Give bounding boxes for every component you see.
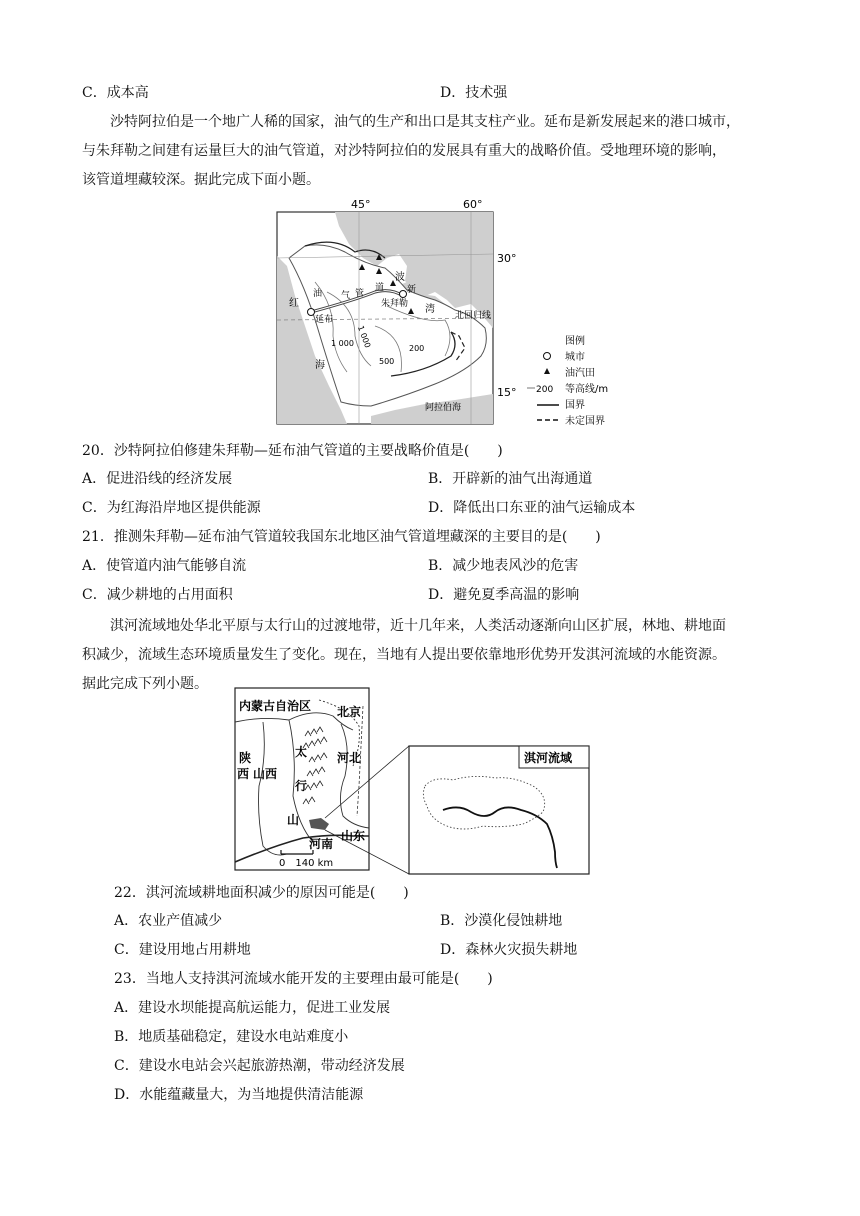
- yanbu-city-marker: [308, 309, 315, 316]
- contour-200-label: 200: [409, 344, 425, 353]
- contour-1000-label: 1 000: [355, 324, 373, 350]
- scale-label: 0 140 km: [279, 858, 334, 869]
- legend-undetermined: 未定国界: [565, 416, 605, 427]
- qi-label: 气: [341, 291, 351, 301]
- q23-option-c: C．建设水电站会兴起旅游热潮，带动经济发展: [114, 1058, 405, 1074]
- q22-option-a: A．农业产值减少: [114, 913, 223, 929]
- q22-option-c: C．建设用地占用耕地: [114, 942, 251, 958]
- q19-option-d: D．技术强: [440, 85, 508, 101]
- q22-option-d: D．森林火灾损失耕地: [440, 942, 578, 958]
- q21-option-b: B．减少地表风沙的危害: [428, 558, 579, 574]
- lon-45-label: 45°: [351, 198, 371, 211]
- bo-label: 波: [395, 272, 405, 283]
- q20-option-b: B．开辟新的油气出海通道: [428, 471, 593, 487]
- q22-stem: 22．淇河流域耕地面积减少的原因可能是( ): [114, 885, 409, 901]
- q23-option-a: A．建设水坝能提高航运能力，促进工业发展: [114, 1000, 391, 1016]
- contour-500-label: 500: [379, 357, 395, 366]
- label-hang: 行: [295, 779, 308, 793]
- legend-contour-value: 200: [536, 385, 554, 395]
- inset-title: 淇河流域: [524, 751, 573, 765]
- hong-label: 红: [289, 298, 299, 309]
- hai-label: 海: [315, 360, 325, 371]
- q21-stem: 21．推测朱拜勒—延布油气管道较我国东北地区油气管道埋藏深的主要目的是( ): [82, 529, 601, 545]
- passage-line: 积减少，流域生态环境质量发生了变化。现在，当地有人提出要依靠地形优势开发淇河流域的水能资源。: [82, 647, 726, 663]
- xin-label: 新: [407, 285, 417, 295]
- contour-1000-label: 1 000: [331, 339, 354, 348]
- arabian-sea-label: 阿拉伯海: [425, 403, 462, 413]
- q22-option-b: B．沙漠化侵蚀耕地: [440, 913, 563, 929]
- label-shandong: 山东: [341, 829, 366, 843]
- lon-60-label: 60°: [463, 198, 483, 211]
- q19-option-c: C．成本高: [82, 85, 149, 101]
- label-henan: 河南: [309, 837, 334, 851]
- lat-30-label: 30°: [497, 252, 517, 265]
- label-hebei: 河北: [337, 751, 362, 765]
- tropic-label: 北回归线: [455, 311, 492, 321]
- map-legend: [527, 334, 608, 427]
- legend-border: 国界: [565, 400, 585, 411]
- passage-line: 与朱拜勒之间建有运量巨大的油气管道，对沙特阿拉伯的发展具有重大的战略价值。受地理环境的影响，: [82, 143, 726, 159]
- legend-oilfield: 油汽田: [565, 368, 595, 379]
- passage-line: 沙特阿拉伯是一个地广人稀的国家，油气的生产和出口是其支柱产业。延布是新发展起来的港口城市，: [110, 114, 740, 130]
- q23-stem: 23．当地人支持淇河流域水能开发的主要理由最可能是( ): [114, 971, 493, 987]
- label-shan: 山: [287, 813, 300, 827]
- jubail-label: 朱拜勒: [381, 299, 409, 309]
- wan-label: 湾: [425, 304, 435, 315]
- saudi-pipeline-map: [275, 196, 625, 428]
- label-beijing: 北京: [337, 705, 362, 719]
- legend-title: 图例: [565, 336, 585, 347]
- q23-option-b: B．地质基础稳定，建设水电站难度小: [114, 1029, 349, 1045]
- label-neimenggu: 内蒙古自治区: [239, 699, 312, 713]
- yanbu-label: 延布: [315, 315, 334, 325]
- legend-contour: 等高线/m: [565, 384, 609, 395]
- you-label: 油: [313, 289, 323, 299]
- q21-option-d: D．避免夏季高温的影响: [428, 587, 580, 603]
- q20-option-d: D．降低出口东亚的油气运输成本: [428, 500, 636, 516]
- lat-15-label: 15°: [497, 386, 517, 399]
- dao-label: 道: [375, 283, 385, 293]
- legend-city: 城市: [565, 352, 585, 363]
- label-xi: 西: [237, 767, 250, 781]
- label-shaan: 陕: [239, 751, 252, 765]
- q21-option-c: C．减少耕地的占用面积: [82, 587, 233, 603]
- passage-line: 淇河流域地处华北平原与太行山的过渡地带，近十几年来，人类活动逐渐向山区扩展，林地、耕地面: [110, 618, 726, 634]
- qihe-basin-map: [233, 686, 593, 876]
- label-tai: 太: [295, 745, 308, 759]
- q21-option-a: A．使管道内油气能够自流: [82, 558, 247, 574]
- passage-line: 据此完成下列小题。: [82, 676, 208, 692]
- legend-oilfield-icon: [544, 368, 550, 374]
- passage-line: 该管道埋藏较深。据此完成下面小题。: [82, 172, 320, 188]
- label-shanxi: 山西: [253, 767, 278, 781]
- q20-option-a: A．促进沿线的经济发展: [82, 471, 233, 487]
- guan-label: 管: [355, 289, 365, 299]
- legend-city-icon: [544, 353, 551, 360]
- q20-stem: 20．沙特阿拉伯修建朱拜勒—延布油气管道的主要战略价值是( ): [82, 443, 503, 459]
- jubail-city-marker: [400, 291, 407, 298]
- passage-saudi: [82, 108, 782, 195]
- q20-option-c: C．为红海沿岸地区提供能源: [82, 500, 261, 516]
- q23-option-d: D．水能蕴藏量大，为当地提供清洁能源: [114, 1087, 364, 1103]
